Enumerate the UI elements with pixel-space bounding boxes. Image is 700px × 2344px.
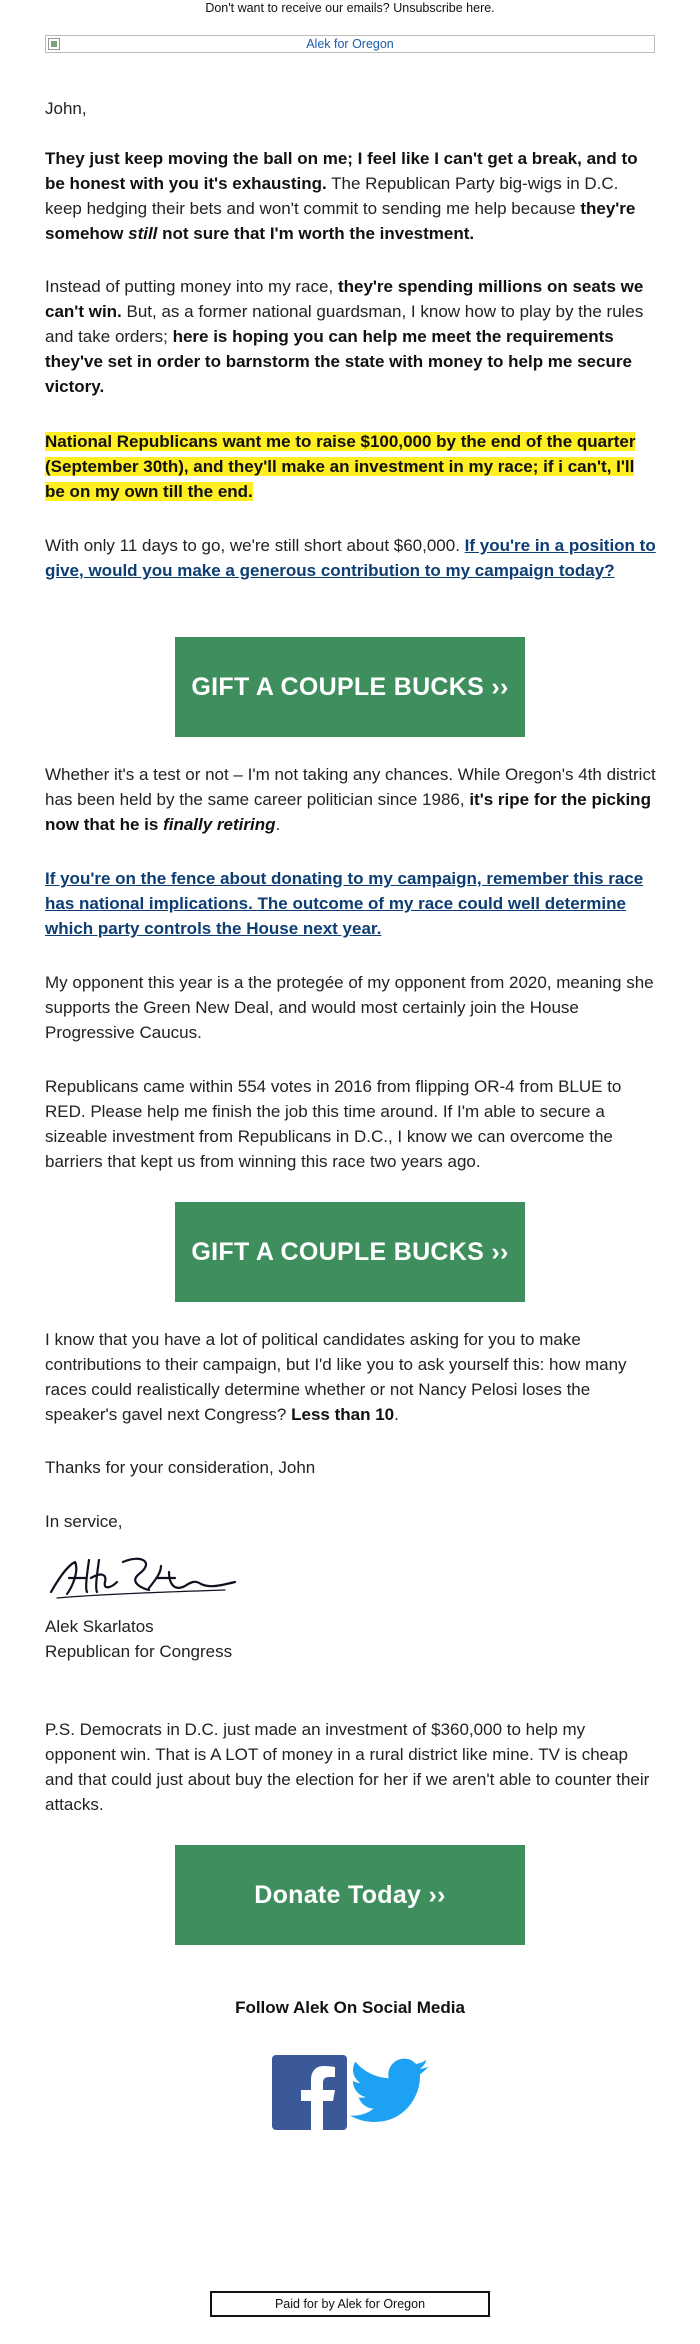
header-image-alt: Alek for Oregon: [306, 37, 394, 51]
paid-for-disclaimer: Paid for by Alek for Oregon: [210, 2291, 490, 2317]
signer-name: Alek Skarlatos: [45, 1617, 154, 1636]
signer-title: Republican for Congress: [45, 1642, 233, 1661]
p2-bold-2: here is hoping you can help me meet the requirements they've set in order to barnstorm the state with money to help me secure victory.: [45, 327, 632, 396]
p5-bold-1: it's ripe for the picking now that he is: [45, 790, 651, 834]
p9-text-2: .: [394, 1405, 399, 1424]
greeting: John,: [45, 99, 87, 118]
unsubscribe-link[interactable]: Unsubscribe here.: [393, 1, 495, 15]
p1-bold-italic: still: [128, 224, 158, 243]
highlight-text: National Republicans want me to raise $100,000 by the end of the quarter (September 30th), and they'll make an investment in my race; if i can't, I'll be on my own till the end.: [45, 432, 636, 501]
p1-bold-2: they're somehow: [45, 199, 636, 243]
gift-bucks-button-2[interactable]: GIFT A COUPLE BUCKS ››: [175, 1202, 525, 1302]
twitter-icon[interactable]: [350, 2058, 430, 2131]
social-heading: Follow Alek On Social Media: [235, 1998, 465, 2017]
paragraph-7: My opponent this year is a the protegée of my opponent from 2020, meaning she supports the Green New Deal, and would most certainly join the House Progressive Caucus.: [45, 973, 654, 1042]
p4-text: With only 11 days to go, we're still short about $60,000.: [45, 536, 465, 555]
paragraph-8: Republicans came within 554 votes in 2016 from flipping OR-4 from BLUE to RED. Please help me finish the job this time around. If I'm able to secure a sizeable investment from Republicans in D.C., I know we can overcome the barriers that kept us from winning this race two years ago.: [45, 1077, 622, 1171]
paragraph-9: [45, 1327, 657, 1427]
p9-text-1: I know that you have a lot of political candidates asking for you to make contributions to their campaign, but I'd like you to ask yourself this: how many races could realistically determine whether or not Nancy Pelosi loses the speaker's gavel next Congress?: [45, 1330, 627, 1424]
paragraph-1: [45, 146, 657, 246]
paragraph-4: [45, 533, 657, 583]
paragraph-6: [45, 866, 657, 941]
p9-bold-1: Less than 10: [291, 1405, 395, 1424]
header-banner-image[interactable]: [45, 35, 655, 53]
p5-bold-italic: finally retiring: [163, 815, 276, 834]
donate-today-button[interactable]: Donate Today ››: [175, 1845, 525, 1945]
closing-line: In service,: [45, 1512, 123, 1531]
p1-text-1: The Republican Party big-wigs in D.C. keep hedging their bets and won't commit to sending me help because: [45, 174, 619, 218]
p2-bold-1: they're spending millions on seats we can't win.: [45, 277, 644, 321]
p2-text-2: But, as a former national guardsman, I know how to play by the rules and take orders;: [45, 302, 644, 346]
p5-text-2: .: [275, 815, 281, 834]
p1-bold-3: not sure that I'm worth the investment.: [157, 224, 475, 243]
unsubscribe-note: [0, 0, 700, 16]
unsubscribe-text: Don't want to receive our emails?: [205, 1, 390, 15]
contribute-link[interactable]: If you're in a position to give, would you make a generous contribution to my campaign today?: [45, 536, 656, 580]
gift-bucks-button-1[interactable]: GIFT A COUPLE BUCKS ››: [175, 637, 525, 737]
p5-text-1: Whether it's a test or not – I'm not taking any chances. While Oregon's 4th district has been held by the same career politician since 1986,: [45, 765, 656, 809]
postscript: P.S. Democrats in D.C. just made an investment of $360,000 to help my opponent win. That is A LOT of money in a rural district like mine. TV is cheap and that could just about buy the election for her if we aren't able to counter their attacks.: [45, 1720, 650, 1814]
paragraph-3-highlight: [45, 429, 657, 504]
signature-image: [45, 1548, 245, 1613]
paragraph-2: [45, 274, 657, 399]
p1-bold-1: They just keep moving the ball on me; I feel like I can't get a break, and to be honest with you it's exhausting.: [45, 149, 638, 193]
p2-text-1: Instead of putting money into my race,: [45, 277, 338, 296]
national-implications-link[interactable]: If you're on the fence about donating to my campaign, remember this race has national implications. The outcome of my race could well determine which party controls the House next year.: [45, 869, 644, 938]
facebook-icon[interactable]: [272, 2055, 347, 2130]
paragraph-5: [45, 762, 657, 837]
thanks-line: Thanks for your consideration, John: [45, 1458, 316, 1477]
